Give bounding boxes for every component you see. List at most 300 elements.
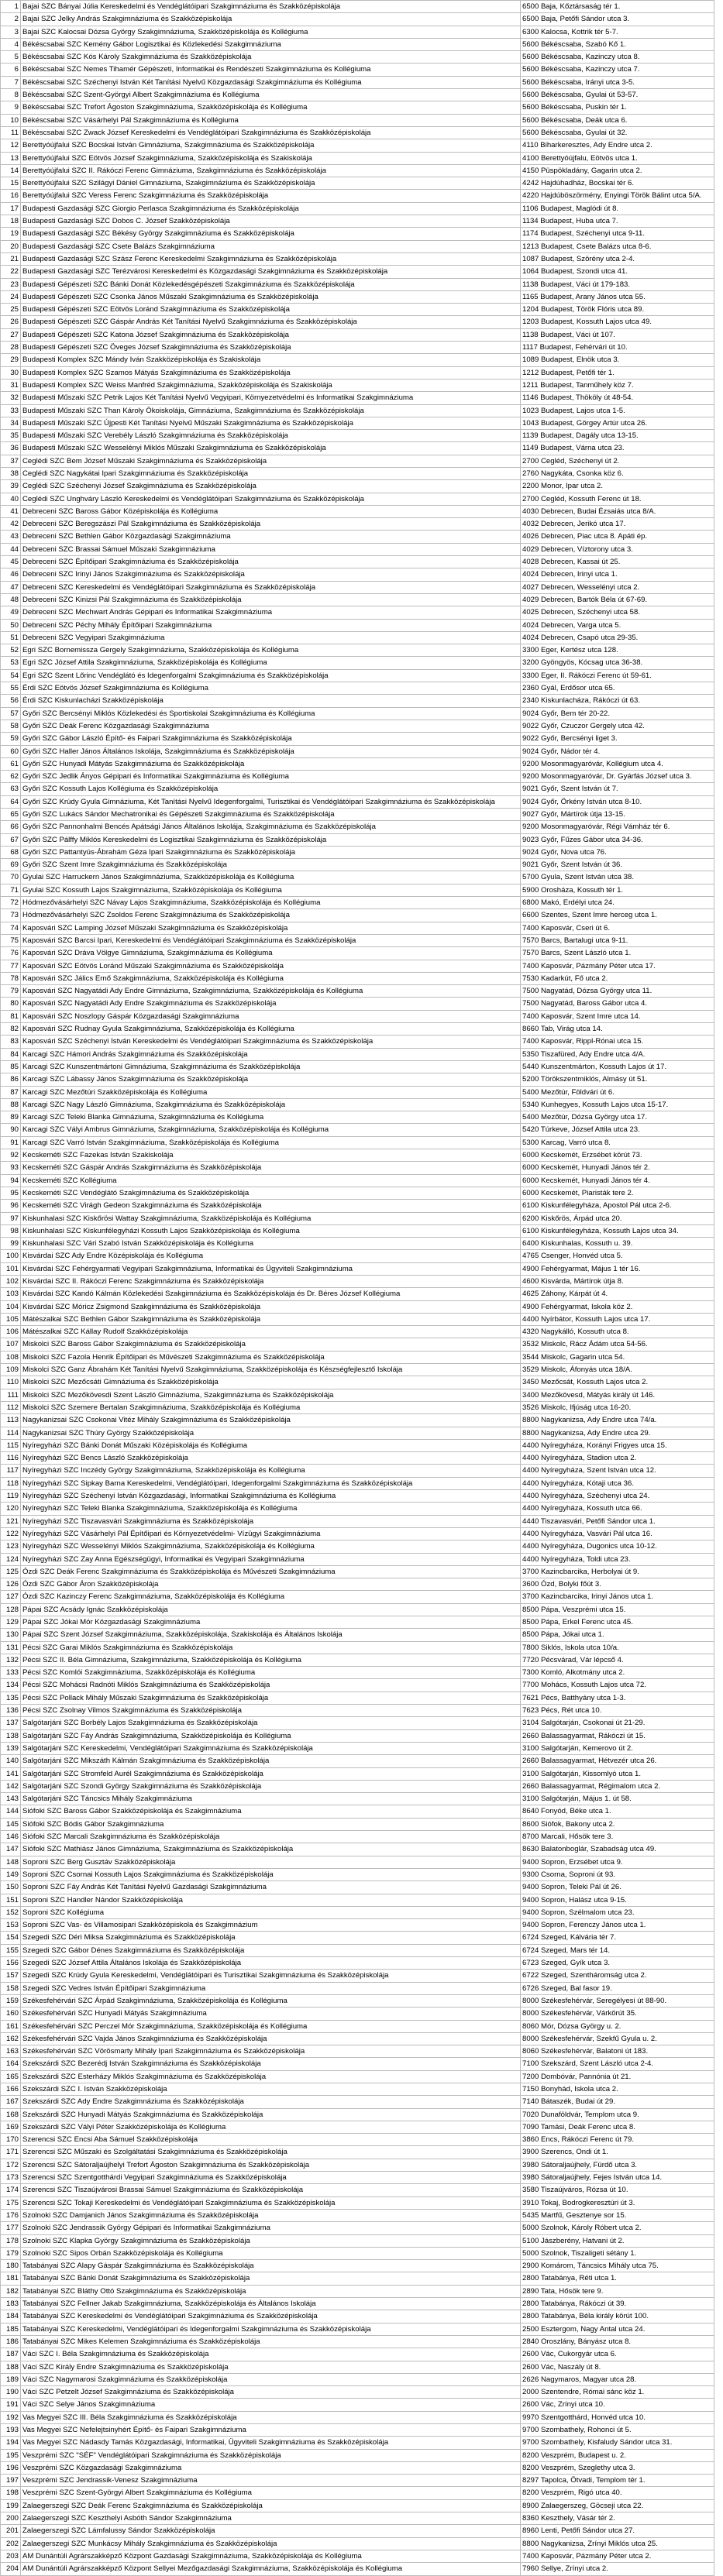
school-name-cell[interactable]: Nagykanizsai SZC Csokonai Vitéz Mihály Szakgimnáziuma és Szakközépiskolája xyxy=(21,1414,521,1427)
school-name-cell[interactable]: Szekszárdi SZC Bezerédj István Szakgimnáziuma és Szakközépiskolája xyxy=(21,2058,521,2070)
table-row[interactable] xyxy=(1,757,714,770)
school-name-cell[interactable]: Szolnoki SZC Jendrassik György Gépipari és Informatikai Szakgimnáziuma xyxy=(21,2222,521,2234)
address-cell[interactable]: 4625 Záhony, Kárpát út 4. xyxy=(521,1288,714,1300)
school-name-cell[interactable]: Budapesti Műszaki SZC Petrik Lajos Két Tanítási Nyelvű Vegyipari, Környezetvédelmi és Informatikai Szakgimnáziuma xyxy=(21,392,521,404)
table-row[interactable] xyxy=(1,972,714,984)
row-number-cell[interactable]: 100 xyxy=(1,1250,21,1262)
table-row[interactable] xyxy=(1,556,714,568)
row-number-cell[interactable]: 73 xyxy=(1,909,21,922)
table-row[interactable] xyxy=(1,1629,714,1641)
school-name-cell[interactable]: Nyíregyházi SZC Széchenyi István Közgazdasági, Informatikai Szakgimnáziuma és Kollégiuma xyxy=(21,1490,521,1503)
row-number-cell[interactable]: 158 xyxy=(1,1982,21,1994)
table-row[interactable] xyxy=(1,2373,714,2385)
school-name-cell[interactable]: Karcagi SZC Kunszentmártoni Gimnáziuma, Szakgimnáziuma és Szakközépiskolája xyxy=(21,1060,521,1073)
table-row[interactable] xyxy=(1,1503,714,1515)
row-number-cell[interactable]: 13 xyxy=(1,152,21,164)
row-number-cell[interactable]: 147 xyxy=(1,1843,21,1856)
table-row[interactable] xyxy=(1,2070,714,2083)
table-row[interactable] xyxy=(1,1275,714,1287)
table-row[interactable] xyxy=(1,2475,714,2487)
row-number-cell[interactable]: 150 xyxy=(1,1881,21,1894)
school-name-cell[interactable]: Kaposvári SZC Noszlopy Gáspár Közgazdasági Szakgimnáziuma xyxy=(21,1010,521,1022)
address-cell[interactable]: 3700 Kazincbarcika, Irinyi János utca 1. xyxy=(521,1591,714,1603)
school-name-cell[interactable]: Pécsi SZC Mohácsi Radnóti Miklós Szakgimnáziuma és Szakközépiskolája xyxy=(21,1679,521,1692)
row-number-cell[interactable]: 4 xyxy=(1,38,21,50)
address-cell[interactable]: 6100 Kiskunfélegyháza, Kossuth Lajos utca 34. xyxy=(521,1224,714,1237)
row-number-cell[interactable]: 120 xyxy=(1,1503,21,1515)
row-number-cell[interactable]: 43 xyxy=(1,531,21,543)
row-number-cell[interactable]: 16 xyxy=(1,190,21,202)
row-number-cell[interactable]: 124 xyxy=(1,1553,21,1565)
address-cell[interactable]: 7150 Bonyhád, Iskola utca 2. xyxy=(521,2083,714,2095)
row-number-cell[interactable]: 193 xyxy=(1,2424,21,2437)
address-cell[interactable]: 8600 Siófok, Bakony utca 2. xyxy=(521,1818,714,1830)
table-row[interactable] xyxy=(1,278,714,290)
row-number-cell[interactable]: 66 xyxy=(1,821,21,833)
school-name-cell[interactable]: Salgótarjáni SZC Mikszáth Kálmán Szakgimnáziuma és Szakközépiskolája xyxy=(21,1755,521,1767)
row-number-cell[interactable]: 61 xyxy=(1,757,21,770)
table-row[interactable] xyxy=(1,1376,714,1389)
row-number-cell[interactable]: 17 xyxy=(1,202,21,215)
school-name-cell[interactable]: Nyíregyházi SZC Vásárhelyi Pál Építőipari és Környezetvédelmi- Vízügyi Szakgimnáziuma xyxy=(21,1527,521,1540)
school-name-cell[interactable]: Kiskunhalasi SZC Vári Szabó István Szakközépiskolája és Kollégiuma xyxy=(21,1238,521,1250)
table-row[interactable] xyxy=(1,430,714,442)
table-row[interactable] xyxy=(1,1060,714,1073)
table-row[interactable] xyxy=(1,1238,714,1250)
school-name-cell[interactable]: Kaposvári SZC Rudnay Gyula Szakgimnáziuma, Szakközépiskolája és Kollégiuma xyxy=(21,1023,521,1036)
table-row[interactable] xyxy=(1,922,714,934)
table-row[interactable] xyxy=(1,316,714,328)
row-number-cell[interactable]: 110 xyxy=(1,1376,21,1389)
address-cell[interactable]: 2600 Vác, Naszály út 8. xyxy=(521,2361,714,2373)
table-row[interactable] xyxy=(1,2260,714,2272)
school-name-cell[interactable]: Berettyóújfalui SZC Szilágyi Dániel Gimnáziuma, Szakgimnáziuma és Szakközépiskolája xyxy=(21,177,521,190)
address-cell[interactable]: 3200 Gyöngyös, Kócsag utca 36-38. xyxy=(521,657,714,669)
address-cell[interactable]: 2000 Szentendre, Római sánc köz 1. xyxy=(521,2386,714,2399)
address-cell[interactable]: 4400 Nyíregyháza, Dugonics utca 10-12. xyxy=(521,1540,714,1553)
row-number-cell[interactable]: 164 xyxy=(1,2058,21,2070)
address-cell[interactable]: 3910 Tokaj, Bodrogkeresztúri út 3. xyxy=(521,2196,714,2209)
address-cell[interactable]: 5000 Szolnok, Tiszaligeti sétány 1. xyxy=(521,2247,714,2259)
table-row[interactable] xyxy=(1,1,714,13)
school-name-cell[interactable]: Ózdi SZC Deák Ferenc Szakgimnáziuma és Szakközépiskolája és Művészeti Szakgimnáziuma xyxy=(21,1565,521,1578)
row-number-cell[interactable]: 118 xyxy=(1,1477,21,1489)
school-name-cell[interactable]: Gyulai SZC Kossuth Lajos Szakgimnáziuma, Szakközépiskolája és Kollégiuma xyxy=(21,884,521,896)
row-number-cell[interactable]: 154 xyxy=(1,1932,21,1944)
row-number-cell[interactable]: 42 xyxy=(1,518,21,531)
school-name-cell[interactable]: Kisvárdai SZC Móricz Zsigmond Szakgimnáziuma és Szakközépiskolája xyxy=(21,1300,521,1313)
row-number-cell[interactable]: 55 xyxy=(1,682,21,695)
address-cell[interactable]: 5600 Békéscsaba, Kazinczy utca 8. xyxy=(521,51,714,64)
school-name-cell[interactable]: Győri SZC Krúdy Gyula Gimnáziuma, Két Tanítási Nyelvű Idegenforgalmi, Turisztikai és Vendéglátóipari Szakgimnáziuma és Szakközépiskolája xyxy=(21,795,521,808)
address-cell[interactable]: 3700 Kazincbarcika, Herbolyai út 9. xyxy=(521,1565,714,1578)
address-cell[interactable]: 7500 Nagyatád, Baross Gábor utca 4. xyxy=(521,998,714,1010)
row-number-cell[interactable]: 52 xyxy=(1,644,21,657)
address-cell[interactable]: 9023 Győr, Fűzes Gábor utca 34-36. xyxy=(521,833,714,846)
address-cell[interactable]: 2600 Vác, Zrínyi utca 10. xyxy=(521,2399,714,2411)
row-number-cell[interactable]: 167 xyxy=(1,2096,21,2108)
row-number-cell[interactable]: 105 xyxy=(1,1313,21,1325)
table-row[interactable] xyxy=(1,366,714,379)
table-row[interactable] xyxy=(1,505,714,517)
address-cell[interactable]: 8630 Balatonboglár, Szabadság utca 49. xyxy=(521,1843,714,1856)
school-name-cell[interactable]: Soproni SZC Fáy András Két Tanítási Nyelvű Gazdasági Szakgimnáziuma xyxy=(21,1881,521,1894)
row-number-cell[interactable]: 117 xyxy=(1,1465,21,1477)
school-name-cell[interactable]: Kecskeméti SZC Fazekas István Szakiskolája xyxy=(21,1149,521,1162)
address-cell[interactable]: 2800 Tatabánya, Rákóczi út 39. xyxy=(521,2298,714,2310)
school-name-cell[interactable]: Pécsi SZC Garai Miklós Szakgimnáziuma és Szakközépiskolája xyxy=(21,1641,521,1654)
table-row[interactable] xyxy=(1,417,714,429)
address-cell[interactable]: 2700 Cegléd, Széchenyi út 2. xyxy=(521,455,714,467)
school-name-cell[interactable]: Gyulai SZC Harruckern János Szakgimnáziuma, Szakközépiskolája és Kollégiuma xyxy=(21,871,521,884)
address-cell[interactable]: 8960 Lenti, Petőfi Sándor utca 27. xyxy=(521,2525,714,2537)
address-cell[interactable]: 7570 Barcs, Szent László utca 1. xyxy=(521,947,714,960)
row-number-cell[interactable]: 195 xyxy=(1,2449,21,2461)
school-name-cell[interactable]: Ceglédi SZC Széchenyi József Szakgimnáziuma és Szakközépiskolája xyxy=(21,480,521,493)
address-cell[interactable]: 3450 Mezőcsát, Kossuth Lajos utca 2. xyxy=(521,1376,714,1389)
school-name-cell[interactable]: Kaposvári SZC Nagyatádi Ady Endre Szakgimnáziuma és Szakközépiskolája xyxy=(21,998,521,1010)
table-row[interactable] xyxy=(1,2449,714,2461)
row-number-cell[interactable]: 202 xyxy=(1,2537,21,2550)
address-cell[interactable]: 4400 Nyíregyháza, Vasvári Pál utca 16. xyxy=(521,1527,714,1540)
row-number-cell[interactable]: 168 xyxy=(1,2108,21,2121)
school-name-cell[interactable]: Váci SZC Király Endre Szakgimnáziuma és Szakközépiskolája xyxy=(21,2361,521,2373)
school-name-cell[interactable]: Egri SZC Szent Lőrinc Vendéglátó és Idegenforgalmi Szakgimnáziuma és Szakközépiskolája xyxy=(21,669,521,682)
table-row[interactable] xyxy=(1,215,714,228)
school-name-cell[interactable]: Budapesti Komplex SZC Szamos Mátyás Szakgimnáziuma és Szakközépiskolája xyxy=(21,366,521,379)
row-number-cell[interactable]: 96 xyxy=(1,1200,21,1212)
row-number-cell[interactable]: 3 xyxy=(1,26,21,38)
row-number-cell[interactable]: 133 xyxy=(1,1667,21,1679)
address-cell[interactable]: 3980 Sátoraljaújhely, Fejes István utca 14. xyxy=(521,2172,714,2184)
row-number-cell[interactable]: 130 xyxy=(1,1629,21,1641)
row-number-cell[interactable]: 132 xyxy=(1,1654,21,1666)
address-cell[interactable]: 6300 Kalocsa, Kottrik tér 5-7. xyxy=(521,26,714,38)
row-number-cell[interactable]: 22 xyxy=(1,266,21,278)
table-row[interactable] xyxy=(1,2323,714,2335)
school-name-cell[interactable]: Kecskeméti SZC Virágh Gedeon Szakgimnáziuma és Szakközépiskolája xyxy=(21,1200,521,1212)
address-cell[interactable]: 1023 Budapest, Lajos utca 1-5. xyxy=(521,404,714,417)
address-cell[interactable]: 5900 Orosháza, Kossuth tér 1. xyxy=(521,884,714,896)
table-row[interactable] xyxy=(1,152,714,164)
row-number-cell[interactable]: 127 xyxy=(1,1591,21,1603)
table-row[interactable] xyxy=(1,1843,714,1856)
table-row[interactable] xyxy=(1,2499,714,2512)
school-name-cell[interactable]: Győri SZC Lukács Sándor Mechatronikai és Gépészeti Szakgimnáziuma és Szakközépiskolája xyxy=(21,809,521,821)
row-number-cell[interactable]: 62 xyxy=(1,771,21,783)
table-row[interactable] xyxy=(1,1742,714,1754)
school-name-cell[interactable]: Békéscsabai SZC Zwack József Kereskedelmi és Vendéglátóipari Szakgimnáziuma és Szakközépiskolája xyxy=(21,126,521,139)
address-cell[interactable]: 2340 Kiskunlacháza, Rákóczi út 63. xyxy=(521,695,714,707)
school-name-cell[interactable]: Kisvárdai SZC II. Rákóczi Ferenc Szakgimnáziuma és Szakközépiskolája xyxy=(21,1275,521,1287)
address-cell[interactable]: 3400 Mezőkövesd, Mátyás király út 146. xyxy=(521,1389,714,1401)
table-row[interactable] xyxy=(1,1667,714,1679)
table-row[interactable] xyxy=(1,606,714,619)
row-number-cell[interactable]: 144 xyxy=(1,1805,21,1818)
row-number-cell[interactable]: 138 xyxy=(1,1729,21,1742)
address-cell[interactable]: 6000 Kecskemét, Hunyadi János tér 2. xyxy=(521,1162,714,1174)
table-row[interactable] xyxy=(1,1313,714,1325)
address-cell[interactable]: 2800 Tatabánya, Réti utca 1. xyxy=(521,2272,714,2285)
school-name-cell[interactable]: Nagykanizsai SZC Thúry György Szakközépiskolája xyxy=(21,1427,521,1439)
address-cell[interactable]: 6600 Szentes, Szent Imre herceg utca 1. xyxy=(521,909,714,922)
school-name-cell[interactable]: Szekszárdi SZC I. István Szakközépiskolája xyxy=(21,2083,521,2095)
row-number-cell[interactable]: 136 xyxy=(1,1705,21,1717)
row-number-cell[interactable]: 32 xyxy=(1,392,21,404)
school-name-cell[interactable]: Szolnoki SZC Damjanich János Szakgimnáziuma és Szakközépiskolája xyxy=(21,2209,521,2221)
table-row[interactable] xyxy=(1,1793,714,1805)
table-row[interactable] xyxy=(1,64,714,76)
row-number-cell[interactable]: 197 xyxy=(1,2475,21,2487)
school-name-cell[interactable]: Győri SZC Jedlik Ányos Gépipari és Informatikai Szakgimnáziuma és Kollégiuma xyxy=(21,771,521,783)
address-cell[interactable]: 4440 Tiszavasvári, Petőfi Sándor utca 1. xyxy=(521,1515,714,1527)
school-name-cell[interactable]: Tatabányai SZC Mikes Kelemen Szakgimnáziuma és Szakközépiskolája xyxy=(21,2335,521,2348)
address-cell[interactable]: 4400 Nyíregyháza, Kossuth utca 66. xyxy=(521,1503,714,1515)
address-cell[interactable]: 1087 Budapest, Szörény utca 2-4. xyxy=(521,252,714,265)
table-row[interactable] xyxy=(1,2184,714,2196)
row-number-cell[interactable]: 115 xyxy=(1,1439,21,1451)
school-name-cell[interactable]: Budapesti Gépészeti SZC Gáspár András Két Tanítási Nyelvű Szakgimnáziuma és Szakközépiskolája xyxy=(21,316,521,328)
address-cell[interactable]: 1117 Budapest, Fehérvári út 10. xyxy=(521,342,714,354)
table-row[interactable] xyxy=(1,1212,714,1224)
address-cell[interactable]: 4026 Debrecen, Piac utca 8. Apáti ép. xyxy=(521,531,714,543)
table-row[interactable] xyxy=(1,771,714,783)
table-row[interactable] xyxy=(1,745,714,757)
row-number-cell[interactable]: 196 xyxy=(1,2461,21,2474)
table-row[interactable] xyxy=(1,2525,714,2537)
row-number-cell[interactable]: 106 xyxy=(1,1326,21,1338)
address-cell[interactable]: 3600 Ózd, Bolyki főút 3. xyxy=(521,1578,714,1591)
school-name-cell[interactable]: Miskolci SZC Baross Gábor Szakgimnáziuma és Szakközépiskolája xyxy=(21,1338,521,1351)
address-cell[interactable]: 9024 Győr, Bem tér 20-22. xyxy=(521,707,714,720)
school-name-cell[interactable]: Berettyóújfalui SZC Bocskai István Gimnáziuma, Szakgimnáziuma és Szakközépiskolája xyxy=(21,139,521,152)
table-row[interactable] xyxy=(1,252,714,265)
school-name-cell[interactable]: Nyíregyházi SZC Tiszavasvári Szakgimnáziuma és Szakközépiskolája xyxy=(21,1515,521,1527)
address-cell[interactable]: 1146 Budapest, Thököly út 48-54. xyxy=(521,392,714,404)
school-name-cell[interactable]: Szegedi SZC Déri Miksa Szakgimnáziuma és Szakközépiskolája xyxy=(21,1932,521,1944)
row-number-cell[interactable]: 170 xyxy=(1,2134,21,2146)
address-cell[interactable]: 7300 Komló, Alkotmány utca 2. xyxy=(521,1667,714,1679)
table-row[interactable] xyxy=(1,934,714,946)
address-cell[interactable]: 7621 Pécs, Batthyány utca 1-3. xyxy=(521,1692,714,1704)
table-row[interactable] xyxy=(1,1818,714,1830)
address-cell[interactable]: 7400 Kaposvár, Rippl-Rónai utca 15. xyxy=(521,1036,714,1048)
row-number-cell[interactable]: 57 xyxy=(1,707,21,720)
address-cell[interactable]: 2200 Monor, Ipar utca 2. xyxy=(521,480,714,493)
row-number-cell[interactable]: 204 xyxy=(1,2563,21,2575)
school-name-cell[interactable]: Debreceni SZC Baross Gábor Középiskolája és Kollégiuma xyxy=(21,505,521,517)
row-number-cell[interactable]: 41 xyxy=(1,505,21,517)
school-name-cell[interactable]: Pápai SZC Jókai Mór Közgazdasági Szakgimnáziuma xyxy=(21,1616,521,1629)
address-cell[interactable]: 1174 Budapest, Széchenyi utca 9-11. xyxy=(521,228,714,240)
school-name-cell[interactable]: Érdi SZC Kiskunlacházi Szakközépiskolája xyxy=(21,695,521,707)
row-number-cell[interactable]: 77 xyxy=(1,960,21,972)
address-cell[interactable]: 6400 Kiskunhalas, Kossuth u. 39. xyxy=(521,1238,714,1250)
school-name-cell[interactable]: Zalaegerszegi SZC Munkácsy Mihály Szakgimnáziuma és Szakközépiskolája xyxy=(21,2537,521,2550)
address-cell[interactable]: 9024 Győr, Nádor tér 4. xyxy=(521,745,714,757)
table-row[interactable] xyxy=(1,290,714,303)
table-row[interactable] xyxy=(1,1262,714,1275)
table-row[interactable] xyxy=(1,720,714,732)
row-number-cell[interactable]: 36 xyxy=(1,442,21,455)
address-cell[interactable]: 2760 Nagykáta, Csonka köz 6. xyxy=(521,467,714,479)
table-row[interactable] xyxy=(1,631,714,644)
row-number-cell[interactable]: 58 xyxy=(1,720,21,732)
table-row[interactable] xyxy=(1,1149,714,1162)
table-row[interactable] xyxy=(1,1136,714,1149)
address-cell[interactable]: 3900 Szerencs, Ondi út 1. xyxy=(521,2146,714,2159)
address-cell[interactable]: 1089 Budapest, Elnök utca 3. xyxy=(521,354,714,366)
school-name-cell[interactable]: Kecskeméti SZC Kollégiuma xyxy=(21,1174,521,1187)
address-cell[interactable]: 4100 Berettyóújfalu, Eötvös utca 1. xyxy=(521,152,714,164)
school-name-cell[interactable]: Székesfehérvári SZC Vajda János Szakgimnáziuma és Szakközépiskolája xyxy=(21,2032,521,2045)
school-name-cell[interactable]: Szolnoki SZC Klapka György Szakgimnáziuma és Szakközépiskolája xyxy=(21,2234,521,2247)
table-row[interactable] xyxy=(1,1389,714,1401)
row-number-cell[interactable]: 14 xyxy=(1,164,21,177)
school-name-cell[interactable]: Zalaegerszegi SZC Keszthelyi Asbóth Sándor Szakgimnáziuma xyxy=(21,2512,521,2525)
table-row[interactable] xyxy=(1,164,714,177)
row-number-cell[interactable]: 18 xyxy=(1,215,21,228)
row-number-cell[interactable]: 81 xyxy=(1,1010,21,1022)
school-name-cell[interactable]: Budapesti Műszaki SZC Verebély László Szakgimnáziuma és Szakközépiskolája xyxy=(21,430,521,442)
school-name-cell[interactable]: Miskolci SZC Szemere Bertalan Szakgimnáziuma, Szakközépiskolája és Kollégiuma xyxy=(21,1401,521,1413)
school-name-cell[interactable]: Budapesti Gazdasági SZC Békésy György Szakgimnáziuma és Szakközépiskolája xyxy=(21,228,521,240)
address-cell[interactable]: 7960 Sellye, Zrínyi utca 2. xyxy=(521,2563,714,2575)
school-name-cell[interactable]: Győri SZC Pannonhalmi Bencés Apátsági János Általános Iskolája, Szakgimnáziuma és Szakközépiskolája xyxy=(21,821,521,833)
address-cell[interactable]: 9300 Csorna, Soproni út 93. xyxy=(521,1868,714,1880)
address-cell[interactable]: 1204 Budapest, Török Flóris utca 89. xyxy=(521,304,714,316)
table-row[interactable] xyxy=(1,2196,714,2209)
school-name-cell[interactable]: Kaposvári SZC Lamping József Műszaki Szakgimnáziuma és Szakközépiskolája xyxy=(21,922,521,934)
school-name-cell[interactable]: Váci SZC Petzelt József Szakgimnáziuma és Szakközépiskolája xyxy=(21,2386,521,2399)
table-row[interactable] xyxy=(1,379,714,391)
table-row[interactable] xyxy=(1,846,714,858)
table-row[interactable] xyxy=(1,884,714,896)
table-row[interactable] xyxy=(1,2008,714,2020)
school-name-cell[interactable]: Győri SZC Deák Ferenc Közgazdasági Szakgimnáziuma xyxy=(21,720,521,732)
table-row[interactable] xyxy=(1,2083,714,2095)
table-row[interactable] xyxy=(1,1729,714,1742)
table-row[interactable] xyxy=(1,2310,714,2323)
row-number-cell[interactable]: 82 xyxy=(1,1023,21,1036)
school-name-cell[interactable]: Váci SZC Nagymarosi Szakgimnáziuma és Szakközépiskolája xyxy=(21,2373,521,2385)
address-cell[interactable]: 8000 Székesfehérvár, Várkörút 35. xyxy=(521,2008,714,2020)
address-cell[interactable]: 9021 Győr, Szent István út 7. xyxy=(521,783,714,795)
table-row[interactable] xyxy=(1,1565,714,1578)
row-number-cell[interactable]: 88 xyxy=(1,1098,21,1111)
school-name-cell[interactable]: Győri SZC Kossuth Lajos Kollégiuma és Szakközépiskolája xyxy=(21,783,521,795)
table-row[interactable] xyxy=(1,568,714,581)
table-row[interactable] xyxy=(1,733,714,745)
row-number-cell[interactable]: 48 xyxy=(1,593,21,606)
school-name-cell[interactable]: Budapesti Gépészeti SZC Öveges József Szakgimnáziuma és Szakközépiskolája xyxy=(21,342,521,354)
address-cell[interactable]: 1213 Budapest, Csete Balázs utca 8-6. xyxy=(521,240,714,252)
row-number-cell[interactable]: 174 xyxy=(1,2184,21,2196)
address-cell[interactable]: 5420 Túrkeve, József Attila utca 23. xyxy=(521,1124,714,1136)
table-row[interactable] xyxy=(1,1174,714,1187)
row-number-cell[interactable]: 67 xyxy=(1,833,21,846)
address-cell[interactable]: 4025 Debrecen, Széchenyi utca 58. xyxy=(521,606,714,619)
table-row[interactable] xyxy=(1,1124,714,1136)
address-cell[interactable]: 9400 Sopron, Erzsébet utca 9. xyxy=(521,1856,714,1868)
address-cell[interactable]: 1149 Budapest, Várna utca 23. xyxy=(521,442,714,455)
table-row[interactable] xyxy=(1,1414,714,1427)
row-number-cell[interactable]: 109 xyxy=(1,1364,21,1376)
school-name-cell[interactable]: Miskolci SZC Mezőcsáti Gimnáziuma és Szakközépiskolája xyxy=(21,1376,521,1389)
school-name-cell[interactable]: Szegedi SZC Vedres István Építőipari Szakgimnáziuma xyxy=(21,1982,521,1994)
school-name-cell[interactable]: Pécsi SZC Komlói Szakgimnáziuma, Szakközépiskolája és Kollégiuma xyxy=(21,1667,521,1679)
row-number-cell[interactable]: 70 xyxy=(1,871,21,884)
school-name-cell[interactable]: Ózdi SZC Gábor Áron Szakközépiskolája xyxy=(21,1578,521,1591)
address-cell[interactable]: 3104 Salgótarján, Csokonai út 21-29. xyxy=(521,1717,714,1729)
address-cell[interactable]: 4400 Nyíregyháza, Kótaji utca 36. xyxy=(521,1477,714,1489)
school-name-cell[interactable]: Váci SZC I. Béla Szakgimnáziuma és Szakközépiskolája xyxy=(21,2348,521,2361)
address-cell[interactable]: 3580 Tiszaújváros, Rózsa út 10. xyxy=(521,2184,714,2196)
table-row[interactable] xyxy=(1,2348,714,2361)
row-number-cell[interactable]: 191 xyxy=(1,2399,21,2411)
school-name-cell[interactable]: Szekszárdi SZC Hunyadi Mátyás Szakgimnáziuma és Szakközépiskolája xyxy=(21,2108,521,2121)
row-number-cell[interactable]: 200 xyxy=(1,2512,21,2525)
row-number-cell[interactable]: 142 xyxy=(1,1780,21,1792)
table-row[interactable] xyxy=(1,985,714,998)
address-cell[interactable]: 7623 Pécs, Rét utca 10. xyxy=(521,1705,714,1717)
row-number-cell[interactable]: 199 xyxy=(1,2499,21,2512)
address-cell[interactable]: 4320 Nagykálló, Kossuth utca 8. xyxy=(521,1326,714,1338)
row-number-cell[interactable]: 185 xyxy=(1,2323,21,2335)
table-row[interactable] xyxy=(1,531,714,543)
school-name-cell[interactable]: AM Dunántúli Agrárszakképző Központ Gazdasági Szakgimnáziuma, Szakközépiskolája és Kollégiuma xyxy=(21,2550,521,2562)
school-name-cell[interactable]: Kiskunhalasi SZC Kiskunfélegyházi Kossuth Lajos Szakközépiskolája és Kollégiuma xyxy=(21,1224,521,1237)
school-name-cell[interactable]: Veszprémi SZC Közgazdasági Szakgimnáziuma xyxy=(21,2461,521,2474)
row-number-cell[interactable]: 93 xyxy=(1,1162,21,1174)
address-cell[interactable]: 1212 Budapest, Petőfi tér 1. xyxy=(521,366,714,379)
table-row[interactable] xyxy=(1,1326,714,1338)
address-cell[interactable]: 4400 Nyíregyháza, Széchenyi utca 24. xyxy=(521,1490,714,1503)
school-name-cell[interactable]: Egri SZC József Attila Szakgimnáziuma, Szakközépiskolája és Kollégiuma xyxy=(21,657,521,669)
row-number-cell[interactable]: 103 xyxy=(1,1288,21,1300)
table-row[interactable] xyxy=(1,139,714,152)
row-number-cell[interactable]: 172 xyxy=(1,2159,21,2171)
row-number-cell[interactable]: 45 xyxy=(1,556,21,568)
school-name-cell[interactable]: Karcagi SZC Hámori András Szakgimnáziuma és Szakközépiskolája xyxy=(21,1048,521,1060)
row-number-cell[interactable]: 2 xyxy=(1,13,21,26)
address-cell[interactable]: 8297 Tapolca, Ötvadi, Templom tér 1. xyxy=(521,2475,714,2487)
row-number-cell[interactable]: 111 xyxy=(1,1389,21,1401)
row-number-cell[interactable]: 51 xyxy=(1,631,21,644)
address-cell[interactable]: 9024 Győr, Nova utca 76. xyxy=(521,846,714,858)
address-cell[interactable]: 1139 Budapest, Dagály utca 13-15. xyxy=(521,430,714,442)
address-cell[interactable]: 8060 Székesfehérvár, Balatoni út 183. xyxy=(521,2045,714,2058)
row-number-cell[interactable]: 152 xyxy=(1,1906,21,1918)
table-row[interactable] xyxy=(1,455,714,467)
address-cell[interactable]: 6800 Makó, Erdélyi utca 24. xyxy=(521,897,714,909)
school-name-cell[interactable]: Kaposvári SZC Széchenyi István Kereskedelmi és Vendéglátóipari Szakgimnáziuma és Szakközépiskolája xyxy=(21,1036,521,1048)
table-row[interactable] xyxy=(1,1224,714,1237)
row-number-cell[interactable]: 194 xyxy=(1,2437,21,2449)
row-number-cell[interactable]: 26 xyxy=(1,316,21,328)
row-number-cell[interactable]: 102 xyxy=(1,1275,21,1287)
table-row[interactable] xyxy=(1,707,714,720)
address-cell[interactable]: 4032 Debrecen, Jerikó utca 17. xyxy=(521,518,714,531)
address-cell[interactable]: 5000 Szolnok, Károly Róbert utca 2. xyxy=(521,2222,714,2234)
table-row[interactable] xyxy=(1,342,714,354)
address-cell[interactable]: 8060 Mór, Dózsa György u. 2. xyxy=(521,2020,714,2032)
row-number-cell[interactable]: 139 xyxy=(1,1742,21,1754)
row-number-cell[interactable]: 159 xyxy=(1,1994,21,2007)
school-name-cell[interactable]: Mátészalkai SZC Bethlen Gábor Szakgimnáziuma és Szakközépiskolája xyxy=(21,1313,521,1325)
address-cell[interactable]: 4400 Nyíregyháza, Szent István utca 12. xyxy=(521,1465,714,1477)
school-name-cell[interactable]: Salgótarjáni SZC Fáy András Szakgimnáziuma, Szakközépiskolája és Kollégiuma xyxy=(21,1729,521,1742)
